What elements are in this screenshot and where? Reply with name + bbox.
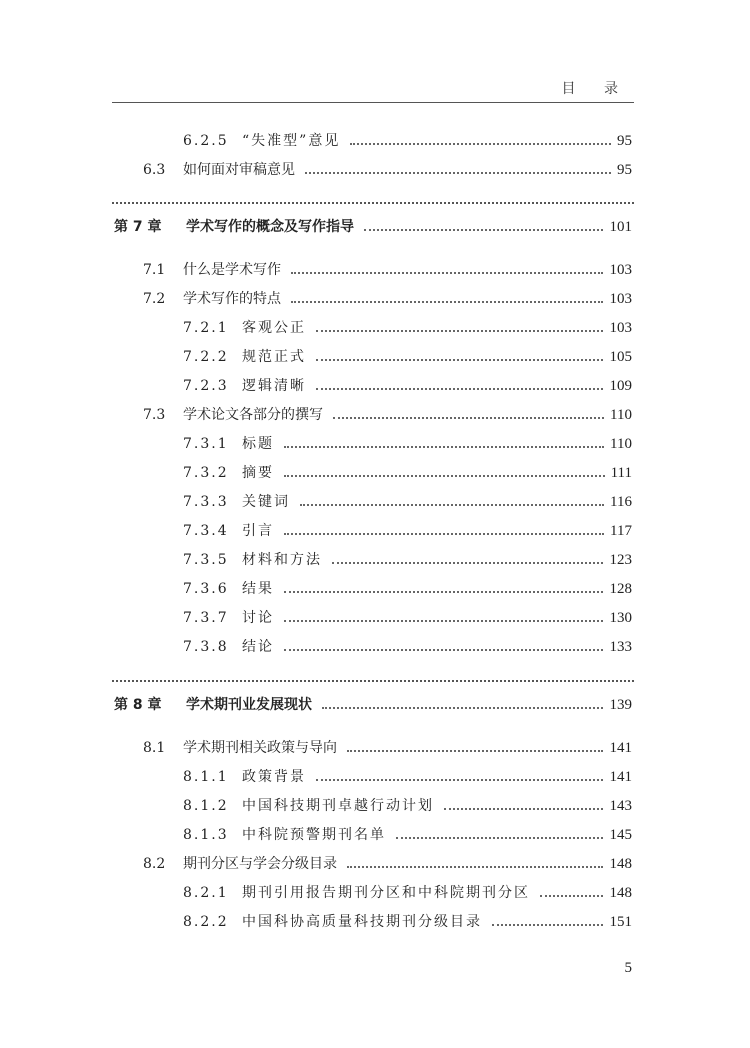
toc-section-entry	[0, 259, 750, 281]
entry-title: 期刊分区与学会分级目录	[183, 856, 337, 872]
entry-title: 规范正式	[242, 349, 306, 365]
entry-title: 政策背景	[242, 769, 306, 785]
entry-number: 8.1	[143, 740, 166, 756]
entry-number: 7.3.8	[183, 639, 229, 655]
entry-title: 结果	[242, 581, 274, 597]
entry-page: 151	[609, 914, 632, 930]
toc-subsection-entry	[0, 317, 750, 339]
entry-title: 中国科协高质量科技期刊分级目录	[242, 914, 482, 930]
toc-subsection-entry	[0, 346, 750, 368]
entry-title: 标题	[242, 436, 274, 452]
entry-page: 109	[609, 378, 632, 394]
entry-title: 如何面对审稿意见	[183, 162, 295, 178]
leader-dots	[316, 359, 603, 361]
entry-title: 学术期刊业发展现状	[186, 697, 312, 713]
leader-dots	[540, 895, 603, 897]
entry-page: 128	[609, 581, 632, 597]
entry-page: 101	[609, 219, 632, 235]
leader-dots	[332, 562, 603, 564]
page-number: 5	[624, 960, 632, 976]
entry-number: 8.2.1	[183, 885, 229, 901]
entry-title: 关键词	[242, 494, 290, 510]
toc-subsection-entry	[0, 766, 750, 788]
entry-number: 第 8 章	[114, 697, 162, 713]
entry-title: 学术论文各部分的撰写	[183, 407, 323, 423]
leader-dots	[300, 504, 604, 506]
toc-section-entry	[0, 159, 750, 181]
entry-page: 141	[609, 769, 632, 785]
toc-subsection-entry	[0, 795, 750, 817]
leader-dots	[291, 301, 603, 303]
entry-title: 摘要	[242, 465, 274, 481]
toc-subsection-entry	[0, 578, 750, 600]
leader-dots	[316, 388, 603, 390]
entry-page: 103	[609, 262, 632, 278]
entry-title: 学术写作的概念及写作指导	[186, 219, 354, 235]
entry-page: 117	[610, 523, 632, 539]
toc-section-entry	[0, 288, 750, 310]
entry-number: 7.3.3	[183, 494, 229, 510]
leader-dots	[444, 808, 603, 810]
entry-page: 133	[609, 639, 632, 655]
toc-subsection-entry	[0, 549, 750, 571]
entry-page: 145	[609, 827, 632, 843]
entry-number: 7.2.3	[183, 378, 229, 394]
leader-dots	[284, 446, 604, 448]
entry-number: 8.2	[143, 856, 166, 872]
leader-dots	[347, 866, 603, 868]
entry-number: 7.3.4	[183, 523, 229, 539]
entry-number: 6.3	[143, 162, 166, 178]
leader-dots	[333, 417, 604, 419]
entry-page: 111	[610, 465, 632, 481]
entry-page: 95	[617, 133, 632, 149]
leader-dots	[291, 272, 603, 274]
entry-number: 8.1.3	[183, 827, 229, 843]
toc-subsection-entry	[0, 433, 750, 455]
chapter-separator	[112, 680, 634, 682]
entry-page: 116	[610, 494, 632, 510]
entry-page: 148	[609, 885, 632, 901]
toc-subsection-entry	[0, 607, 750, 629]
toc-subsection-entry	[0, 462, 750, 484]
chapter-separator	[112, 202, 634, 204]
entry-title: 逻辑清晰	[242, 378, 306, 394]
entry-number: 7.2.1	[183, 320, 229, 336]
toc-section-entry	[0, 853, 750, 875]
entry-page: 103	[609, 320, 632, 336]
entry-title: 学术写作的特点	[183, 291, 281, 307]
entry-title: 中科院预警期刊名单	[242, 827, 386, 843]
entry-number: 7.1	[143, 262, 166, 278]
leader-dots	[284, 649, 603, 651]
entry-number: 7.3.5	[183, 552, 229, 568]
entry-number: 8.1.2	[183, 798, 229, 814]
entry-page: 143	[609, 798, 632, 814]
toc-subsection-entry	[0, 520, 750, 542]
entry-page: 105	[609, 349, 632, 365]
entry-page: 123	[609, 552, 632, 568]
entry-number: 7.3.7	[183, 610, 229, 626]
leader-dots	[316, 330, 603, 332]
entry-number: 8.1.1	[183, 769, 229, 785]
entry-title: 引言	[242, 523, 274, 539]
leader-dots	[284, 475, 605, 477]
entry-number: 7.3.1	[183, 436, 229, 452]
entry-title: “失准型”意见	[242, 133, 341, 149]
entry-title: 什么是学术写作	[183, 262, 281, 278]
entry-number: 7.2	[143, 291, 166, 307]
toc-subsection-entry	[0, 882, 750, 904]
entry-number: 7.3.6	[183, 581, 229, 597]
leader-dots	[284, 533, 604, 535]
entry-page: 148	[609, 856, 632, 872]
entry-number: 7.3.2	[183, 465, 229, 481]
leader-dots	[396, 837, 603, 839]
entry-number: 7.2.2	[183, 349, 229, 365]
toc-subsection-entry	[0, 911, 750, 933]
leader-dots	[350, 143, 611, 145]
entry-page: 139	[609, 697, 632, 713]
entry-number: 6.2.5	[183, 133, 229, 149]
toc-subsection-entry	[0, 491, 750, 513]
leader-dots	[347, 750, 603, 752]
toc-chapter-entry	[0, 694, 750, 716]
entry-title: 客观公正	[242, 320, 306, 336]
entry-page: 130	[609, 610, 632, 626]
header-title: 目 录	[561, 81, 630, 97]
toc-section-entry	[0, 737, 750, 759]
entry-title: 学术期刊相关政策与导向	[183, 740, 337, 756]
toc-subsection-entry	[0, 130, 750, 152]
entry-page: 103	[609, 291, 632, 307]
toc-subsection-entry	[0, 824, 750, 846]
toc-subsection-entry	[0, 375, 750, 397]
leader-dots	[492, 924, 603, 926]
entry-page: 95	[617, 162, 632, 178]
entry-number: 第 7 章	[114, 219, 162, 235]
entry-title: 中国科技期刊卓越行动计划	[242, 798, 434, 814]
leader-dots	[322, 707, 603, 709]
leader-dots	[284, 591, 603, 593]
entry-title: 材料和方法	[242, 552, 322, 568]
leader-dots	[284, 620, 603, 622]
toc-subsection-entry	[0, 636, 750, 658]
entry-number: 8.2.2	[183, 914, 229, 930]
entry-title: 期刊引用报告期刊分区和中科院期刊分区	[242, 885, 530, 901]
leader-dots	[305, 172, 611, 174]
entry-number: 7.3	[143, 407, 166, 423]
leader-dots	[316, 779, 603, 781]
toc-section-entry	[0, 404, 750, 426]
entry-page: 141	[609, 740, 632, 756]
toc-chapter-entry	[0, 216, 750, 238]
leader-dots	[364, 229, 603, 231]
entry-title: 讨论	[242, 610, 274, 626]
entry-page: 110	[610, 436, 632, 452]
entry-page: 110	[610, 407, 632, 423]
entry-title: 结论	[242, 639, 274, 655]
